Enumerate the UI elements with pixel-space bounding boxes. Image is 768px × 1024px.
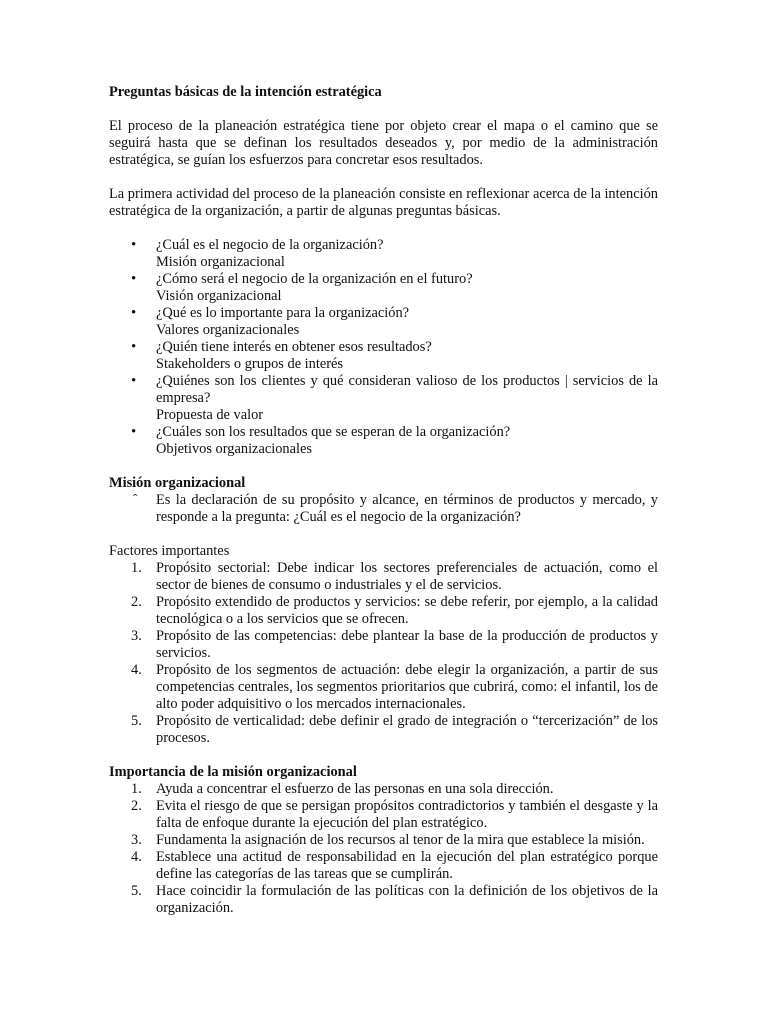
section-title-importancia: Importancia de la misión organizacional — [109, 764, 357, 780]
item-number: 4. — [131, 849, 142, 865]
list-item — [109, 883, 658, 917]
item-number: 2. — [131, 798, 142, 814]
item-text: Fundamenta la asignación de los recursos al tenor de la mira que establece la misión. — [156, 832, 645, 848]
question-text: ¿Cuál es el negocio de la organización? — [156, 237, 384, 253]
list-item — [109, 849, 658, 883]
activity-paragraph: La primera actividad del proceso de la planeación consiste en reflexionar acerca de la intención estratégica de la organización, a partir de algunas preguntas básicas. — [109, 186, 658, 219]
list-item — [109, 713, 658, 747]
item-number: 4. — [131, 662, 142, 678]
list-item — [109, 781, 658, 798]
intro-paragraph: El proceso de la planeación estratégica tiene por objeto crear el mapa o el camino que se seguirá hasta que se definan los resultados deseados y, por medio de la administración estratégica, se guían los esfuerzos para concretar esos resultados. — [109, 118, 658, 168]
list-item — [109, 594, 658, 628]
caret-bullet: ˆ — [133, 491, 138, 506]
list-item — [109, 798, 658, 832]
question-text: ¿Qué es lo importante para la organización? — [156, 305, 410, 321]
mission-definition: Es la declaración de su propósito y alcance, en términos de productos y mercado, y responde a la pregunta: ¿Cuál es el negocio de la organización? — [156, 492, 658, 525]
section-title-preguntas: Preguntas básicas de la intención estratégica — [109, 84, 382, 100]
item-number: 2. — [131, 594, 142, 610]
item-text: Propósito de las competencias: debe plantear la base de la producción de productos y servicios. — [156, 628, 658, 661]
answer-text: Visión organizacional — [156, 288, 282, 304]
list-item — [109, 373, 658, 424]
answer-text: Misión organizacional — [156, 254, 285, 270]
item-number: 5. — [131, 713, 142, 729]
list-item — [109, 424, 658, 458]
answer-text: Stakeholders o grupos de interés — [156, 356, 344, 372]
answer-text: Objetivos organizacionales — [156, 441, 312, 457]
list-item — [109, 271, 658, 305]
list-item — [109, 339, 658, 373]
questions-list — [109, 237, 658, 458]
answer-text: Valores organizacionales — [156, 322, 300, 338]
item-number: 5. — [131, 883, 142, 899]
item-number: 3. — [131, 628, 142, 644]
item-text: Hace coincidir la formulación de las políticas con la definición de los objetivos de la organización. — [156, 883, 658, 916]
document-body — [109, 84, 658, 917]
mission-list — [109, 492, 658, 526]
section-title-mision: Misión organizacional — [109, 475, 246, 491]
question-text: ¿Cómo será el negocio de la organización en el futuro? — [156, 271, 473, 287]
item-text: Establece una actitud de responsabilidad en la ejecución del plan estratégico porque define las categorías de las tareas que se cumplirán. — [156, 849, 658, 882]
question-text: ¿Cuáles son los resultados que se esperan de la organización? — [156, 424, 511, 440]
question-text: ¿Quiénes son los clientes y qué consideran valioso de los productos | servicios de la empresa? — [156, 373, 658, 406]
item-text: Propósito sectorial: Debe indicar los sectores preferenciales de actuación, como el sector de bienes de consumo o industriales y el de servicios. — [156, 560, 658, 593]
item-text: Evita el riesgo de que se persigan propósitos contradictorios y también el desgaste y la falta de enfoque durante la ejecución del plan estratégico. — [156, 798, 658, 831]
factors-heading: Factores importantes — [109, 543, 230, 559]
item-number: 1. — [131, 560, 142, 576]
item-number: 3. — [131, 832, 142, 848]
list-item — [109, 305, 658, 339]
factors-list — [109, 560, 658, 747]
list-item — [109, 560, 658, 594]
importance-list — [109, 781, 658, 917]
item-text: Ayuda a concentrar el esfuerzo de las personas en una sola dirección. — [156, 781, 554, 797]
question-text: ¿Quién tiene interés en obtener esos resultados? — [156, 339, 432, 355]
list-item — [109, 832, 658, 849]
item-number: 1. — [131, 781, 142, 797]
list-item — [109, 237, 658, 271]
list-item — [109, 628, 658, 662]
item-text: Propósito de verticalidad: debe definir el grado de integración o “tercerización” de los procesos. — [156, 713, 658, 746]
item-text: Propósito de los segmentos de actuación: debe elegir la organización, a partir de sus competencias centrales, los segmentos prioritarios que cubrirá, como: el infantil, los de alto poder adquisitivo o los mercados internacionales. — [156, 662, 658, 712]
answer-text: Propuesta de valor — [156, 407, 264, 423]
list-item — [109, 492, 658, 526]
list-item — [109, 662, 658, 713]
item-text: Propósito extendido de productos y servicios: se debe referir, por ejemplo, a la calidad tecnológica o a los servicios que se ofrecen. — [156, 594, 658, 627]
